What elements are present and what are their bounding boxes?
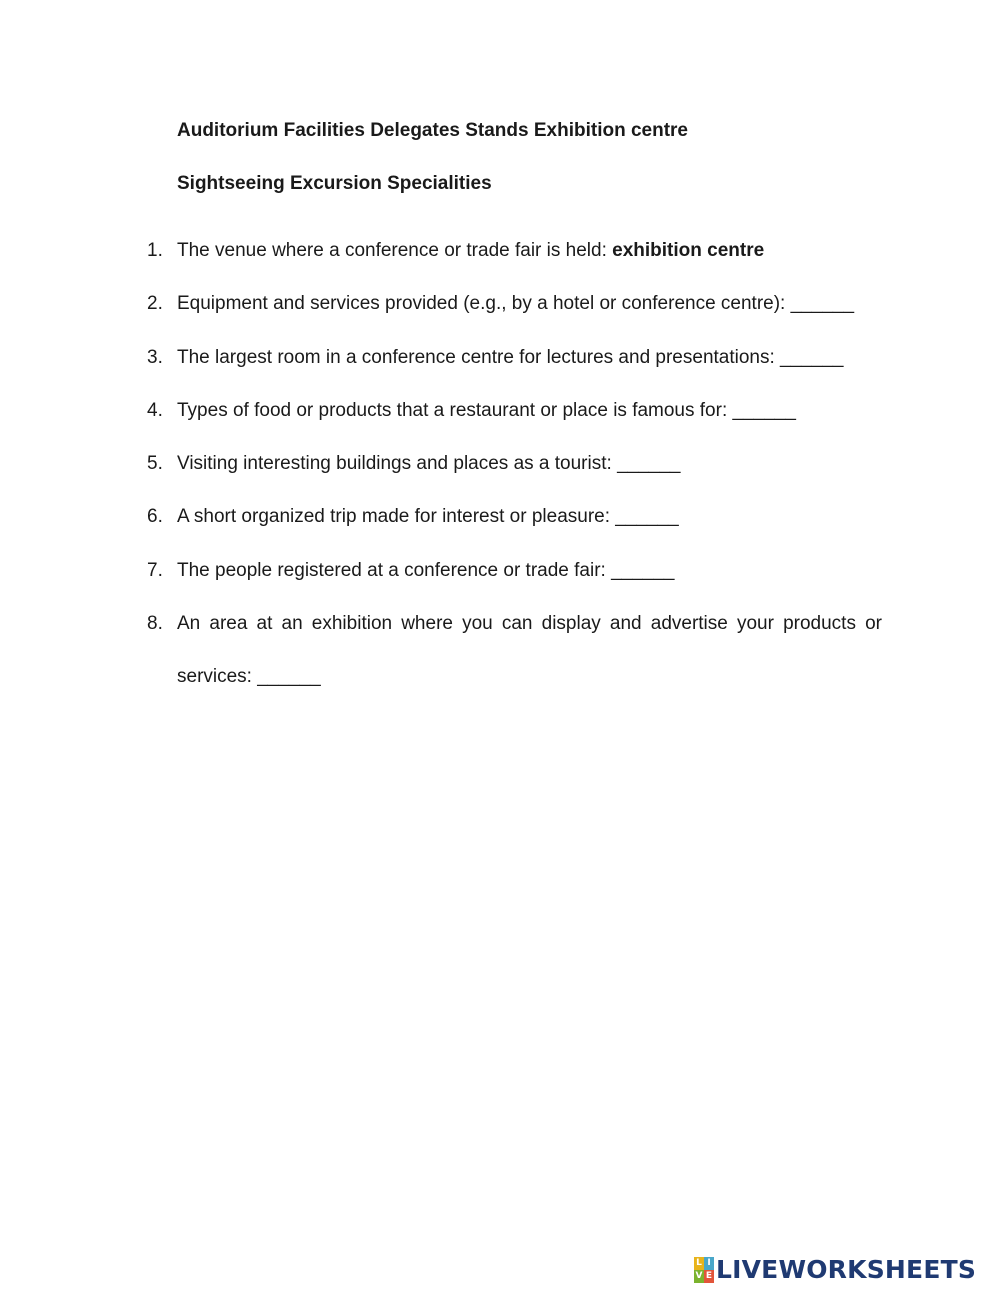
question-prompt[interactable]: An area at an exhibition where you can display and advertise your products or services: ______ xyxy=(177,613,882,688)
word-bank-line-1: Auditorium Facilities Delegates Stands Exhibition centre xyxy=(177,120,688,141)
logo-letter-i: I xyxy=(704,1257,714,1270)
question-text xyxy=(177,384,882,437)
question-prompt: The venue where a conference or trade fair is held: xyxy=(177,240,613,261)
question-text xyxy=(177,597,882,704)
question-number: 4. xyxy=(147,399,163,421)
question-text xyxy=(177,490,882,543)
logo-letter-v: V xyxy=(695,1271,703,1281)
liveworksheets-logo-icon xyxy=(694,1257,714,1283)
question-prompt[interactable]: The largest room in a conference centre for lectures and presentations: ______ xyxy=(177,346,844,368)
question-prompt[interactable]: Types of food or products that a restaurant or place is famous for: ______ xyxy=(177,399,796,421)
question-number: 1. xyxy=(147,240,163,261)
logo-letter-e: E xyxy=(705,1271,713,1281)
question-prompt[interactable]: Visiting interesting buildings and places as a tourist: ______ xyxy=(177,453,681,475)
question-text xyxy=(177,331,882,384)
question-number: 3. xyxy=(147,346,163,368)
question-text xyxy=(177,277,882,330)
word-bank-line-2: Sightseeing Excursion Specialities xyxy=(177,173,492,194)
question-item xyxy=(0,331,1000,384)
question-number: 6. xyxy=(147,506,163,528)
question-text xyxy=(177,224,882,277)
question-text xyxy=(177,437,882,490)
logo-letter-l: L xyxy=(694,1257,704,1270)
question-item xyxy=(0,437,1000,490)
liveworksheets-logo[interactable] xyxy=(694,1255,976,1285)
question-number: 2. xyxy=(147,293,163,315)
question-item xyxy=(0,490,1000,543)
question-number: 8. xyxy=(147,613,163,635)
question-prompt[interactable]: The people registered at a conference or trade fair: ______ xyxy=(177,559,675,581)
question-item xyxy=(0,277,1000,330)
question-item xyxy=(0,544,1000,597)
question-item xyxy=(0,597,1000,704)
question-text xyxy=(177,544,882,597)
question-item xyxy=(0,384,1000,437)
question-prompt[interactable]: A short organized trip made for interest or pleasure: ______ xyxy=(177,506,679,528)
question-number: 7. xyxy=(147,559,163,581)
question-item xyxy=(0,224,1000,277)
answer-text[interactable]: exhibition centre xyxy=(612,240,765,261)
question-prompt[interactable]: Equipment and services provided (e.g., by a hotel or conference centre): ______ xyxy=(177,293,855,315)
question-number: 5. xyxy=(147,453,163,475)
question-list xyxy=(0,224,1000,704)
logo-text: LIVEWORKSHEETS xyxy=(716,1255,977,1284)
